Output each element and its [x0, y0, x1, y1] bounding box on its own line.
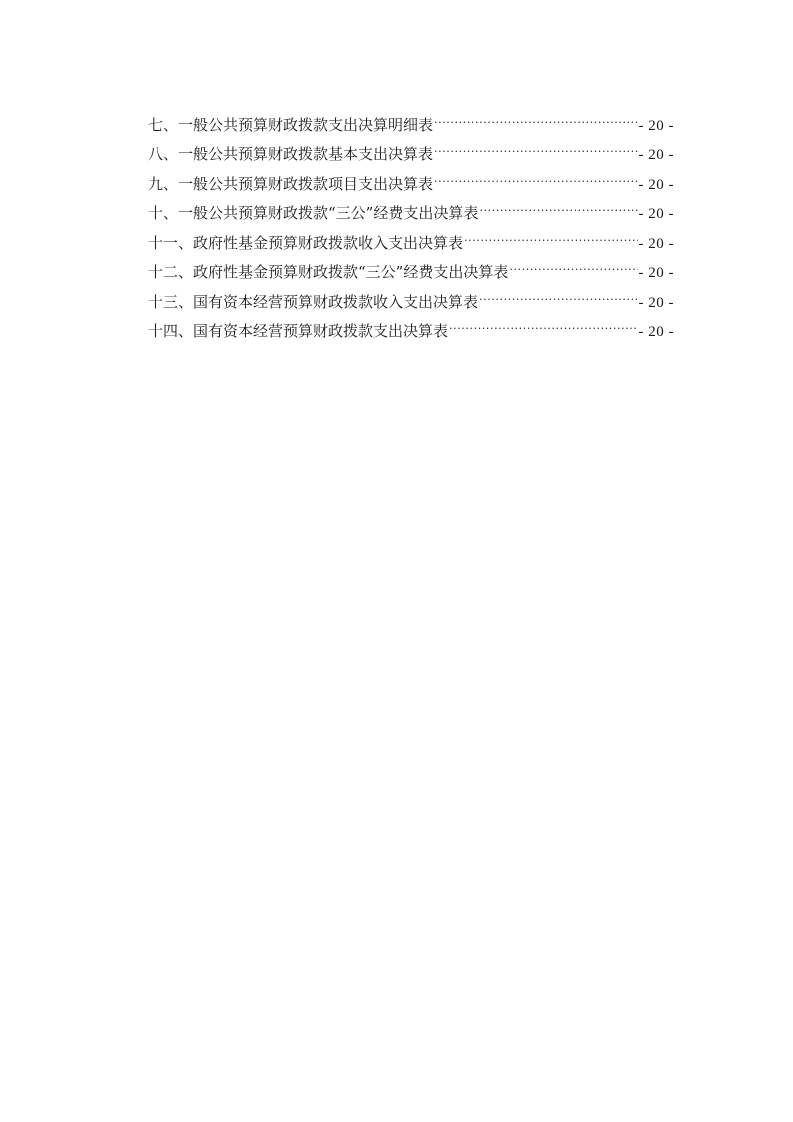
toc-dot-leader [464, 218, 637, 248]
toc-page-number: - 20 - [638, 265, 674, 281]
toc-entry[interactable] [148, 100, 674, 134]
toc-page-number: - 20 - [638, 117, 674, 134]
toc-page-number: - 20 - [638, 324, 674, 340]
toc-entry-title: 十一、政府性基金预算财政拨款收入支出决算表 [148, 233, 464, 252]
toc-dot-leader [479, 189, 637, 219]
toc-entry-title: 十三、国有资本经营预算财政拨款收入支出决算表 [148, 292, 479, 311]
toc-entry-title: 九、一般公共预算财政拨款项目支出决算表 [148, 174, 434, 193]
toc-page-number: - 20 - [638, 147, 674, 163]
toc-dot-leader [479, 277, 637, 307]
toc-page-number: - 20 - [638, 206, 674, 222]
toc-dot-leader [434, 159, 637, 189]
toc-entry-title: 十四、国有资本经营预算财政拨款支出决算表 [148, 322, 449, 340]
toc-entry-title: 八、一般公共预算财政拨款基本支出决算表 [148, 145, 434, 163]
toc-dot-leader [434, 130, 637, 160]
toc-dot-leader [509, 248, 637, 278]
table-of-contents [148, 100, 674, 340]
toc-page-number: - 20 - [638, 176, 674, 193]
toc-dot-leader [434, 100, 637, 130]
toc-entry-title: 十、一般公共预算财政拨款“三公”经费支出决算表 [148, 204, 479, 222]
toc-entry-title: 十二、政府性基金预算财政拨款“三公”经费支出决算表 [148, 263, 509, 281]
toc-page-number: - 20 - [638, 294, 674, 311]
toc-dot-leader [449, 307, 637, 337]
toc-entry-title: 七、一般公共预算财政拨款支出决算明细表 [148, 115, 434, 134]
toc-page-number: - 20 - [638, 235, 674, 252]
